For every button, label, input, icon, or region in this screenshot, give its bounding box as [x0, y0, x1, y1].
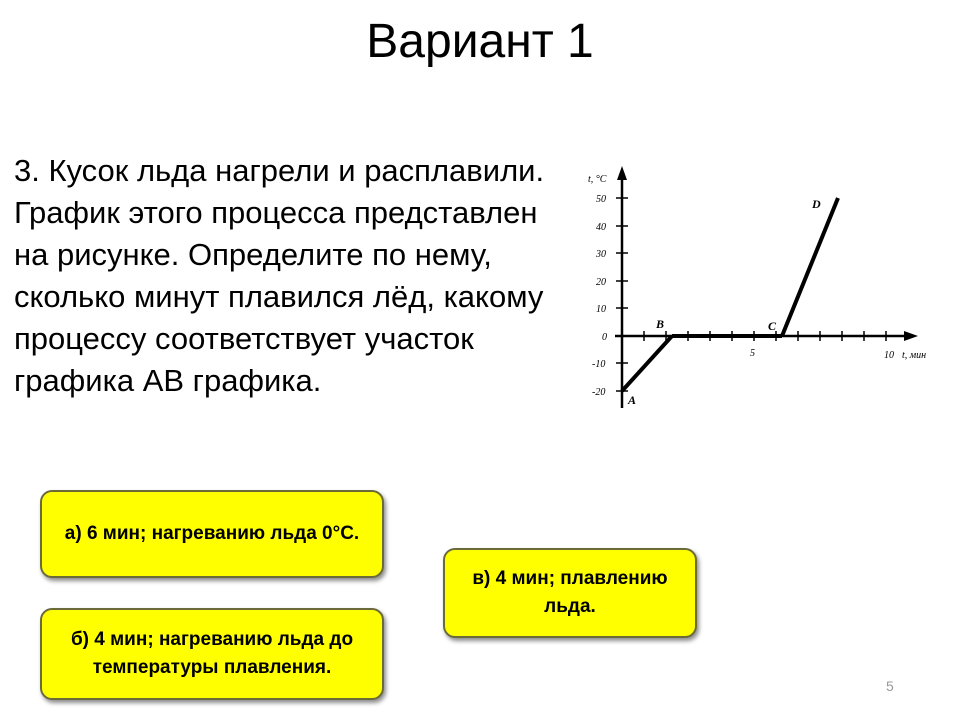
temperature-graph — [560, 160, 960, 420]
answer-option-b[interactable] — [40, 608, 384, 700]
answer-option-a[interactable] — [40, 490, 384, 578]
y-tick-label-30: 30 — [596, 249, 606, 260]
point-label-b: B — [656, 317, 665, 331]
y-tick-label-20: 20 — [596, 277, 606, 288]
y-tick-label-minus10: -10 — [592, 359, 606, 370]
slide-number: 5 — [886, 678, 894, 694]
question-text: 3. Кусок льда нагрели и расплавили. График этого процесса представлен на рисунке. Определите по нему, сколько минут плавился лёд, какому процессу соответствует участок графика АВ графика. — [14, 153, 545, 398]
y-tick-label-0: 0 — [602, 332, 607, 343]
x-axis-arrow — [904, 331, 918, 341]
point-label-d: D — [812, 197, 821, 211]
answer-option-b-text: б) 4 мин; нагреванию льда до температуры плавления. — [70, 629, 354, 678]
curve-segment-cd — [782, 198, 838, 336]
answer-option-a-text: а) 6 мин; нагреванию льда 0°С. — [64, 523, 360, 544]
y-tick-label-minus20: -20 — [592, 387, 606, 398]
x-tick-label-5: 5 — [750, 348, 755, 359]
x-tick-label-10: 10 — [884, 350, 894, 361]
point-label-c: C — [768, 319, 777, 333]
y-axis-label: t, °C — [588, 174, 607, 185]
answer-option-v-text: в) 4 мин; плавлению льда. — [472, 568, 668, 617]
y-tick-label-50: 50 — [596, 194, 606, 205]
answer-option-v[interactable] — [443, 548, 697, 638]
point-label-a: A — [628, 393, 637, 407]
x-axis-label: t, мин — [902, 350, 927, 361]
y-tick-label-40: 40 — [596, 222, 606, 233]
y-tick-label-10: 10 — [596, 304, 606, 315]
curve-segment-ab — [622, 336, 672, 391]
y-axis-arrow — [617, 166, 627, 180]
slide-title: Вариант 1 — [366, 15, 594, 68]
